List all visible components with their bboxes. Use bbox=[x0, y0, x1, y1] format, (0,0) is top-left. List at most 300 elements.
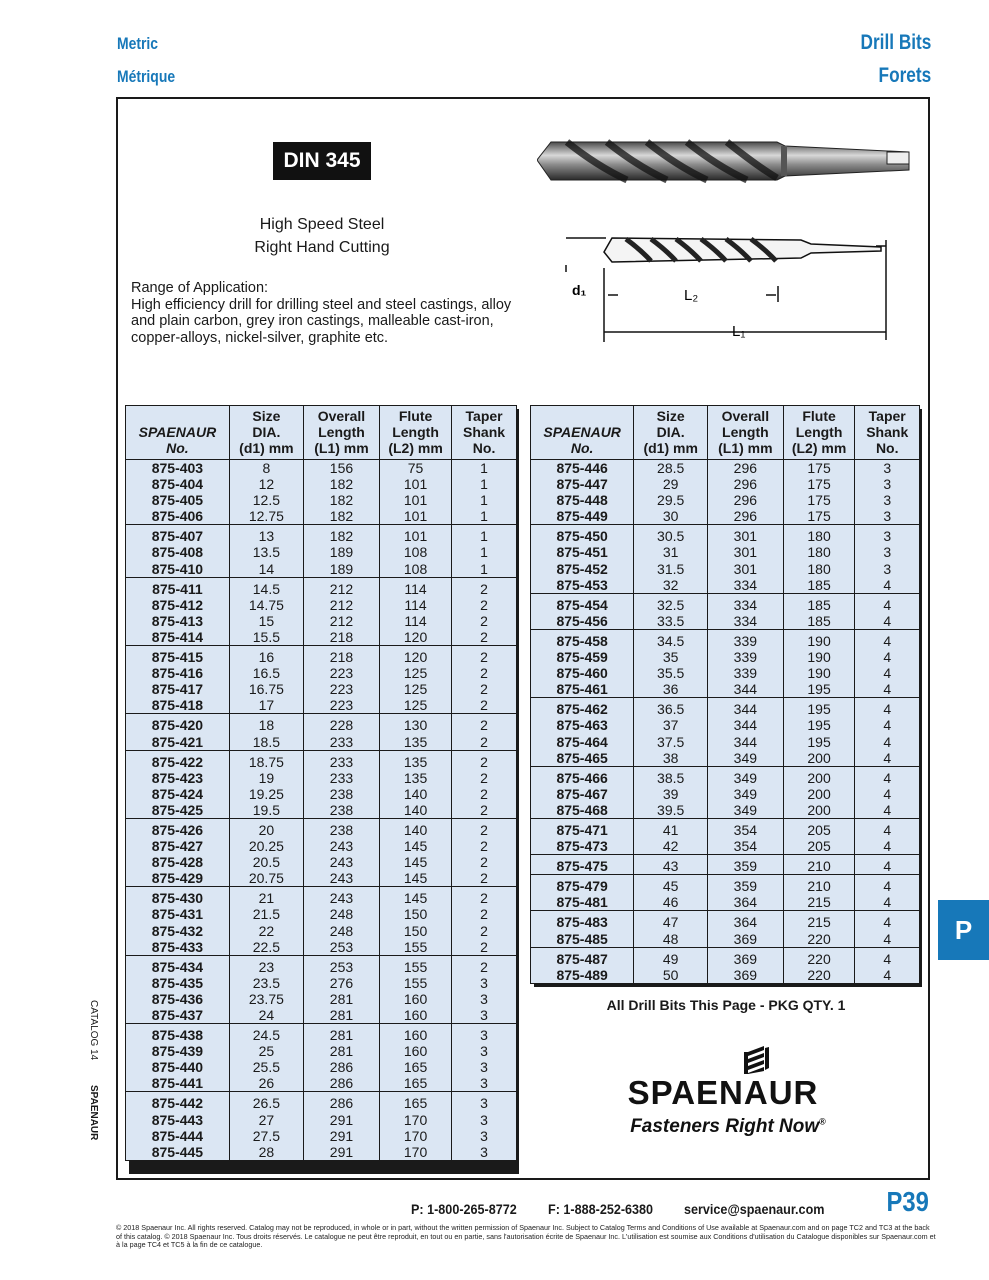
table-row bbox=[531, 818, 919, 838]
table-row bbox=[126, 492, 516, 508]
cell-spaenaur-no: 875-451 bbox=[531, 544, 634, 560]
cell-flute-length: 120 bbox=[379, 646, 451, 666]
table-row bbox=[126, 838, 516, 854]
cell-size-dia: 23.5 bbox=[229, 975, 303, 991]
cell-flute-length: 205 bbox=[783, 818, 855, 838]
cell-flute-length: 175 bbox=[783, 460, 855, 477]
cell-spaenaur-no: 875-436 bbox=[126, 991, 229, 1007]
cell-overall-length: 218 bbox=[303, 629, 379, 646]
cell-flute-length: 180 bbox=[783, 544, 855, 560]
cell-taper-shank: 3 bbox=[480, 990, 488, 1007]
cell-taper-shank: 2 bbox=[480, 906, 488, 923]
cell-taper-shank: 3 bbox=[452, 1075, 516, 1092]
table-row bbox=[126, 597, 516, 613]
cell-overall-length: 243 bbox=[303, 870, 379, 887]
cell-flute-length: 135 bbox=[379, 734, 451, 751]
cell-flute-length: 180 bbox=[783, 525, 855, 545]
cell-size-dia: 48 bbox=[634, 931, 708, 948]
cell-overall-length: 238 bbox=[303, 802, 379, 819]
cell-overall-length: 301 bbox=[708, 525, 784, 545]
din-standard-badge: DIN 345 bbox=[273, 142, 371, 180]
cell-taper-shank: 4 bbox=[855, 613, 919, 630]
table-row bbox=[531, 665, 919, 681]
cell-overall-length: 281 bbox=[303, 1024, 379, 1044]
cell-overall-length: 291 bbox=[303, 1128, 379, 1144]
cell-spaenaur-no: 875-462 bbox=[531, 698, 634, 718]
right-spec-table bbox=[530, 405, 920, 984]
cell-size-dia: 16.5 bbox=[229, 665, 303, 681]
cell-flute-length: 175 bbox=[783, 508, 855, 525]
cell-spaenaur-no: 875-417 bbox=[126, 681, 229, 697]
cell-overall-length: 344 bbox=[708, 717, 784, 733]
cell-size-dia: 14 bbox=[229, 561, 303, 578]
legal-notice: © 2018 Spaenaur Inc. All rights reserved. Catalog may not be reproduced, in whole or in part, without the written permission of Spaenaur Inc. Subject to Catalog Terms and Conditions of Use available at Spaenaur.com and on page TC2 and TC3 at the back of this catalog. © 2018 Spaenaur Inc. Tous droits réservés. Le catalogue ne peut être reproduit, en tout ou en partie, sans l'autorisation écrite de Spaenaur Inc. L'utilisation est soumise aux Conditions d'utilisation du Catalogue disponibles sur Spaenaur.com et à la page TC4 et TC5 à la fin de ce catalogue. bbox=[116, 1223, 936, 1250]
cell-flute-length: 101 bbox=[379, 476, 451, 492]
cell-overall-length: 369 bbox=[708, 931, 784, 948]
cell-spaenaur-no: 875-444 bbox=[126, 1128, 229, 1144]
cell-size-dia: 35.5 bbox=[634, 665, 708, 681]
cell-overall-length: 369 bbox=[708, 967, 784, 983]
table-row bbox=[126, 476, 516, 492]
cell-size-dia: 41 bbox=[634, 818, 708, 838]
cell-flute-length: 135 bbox=[379, 750, 451, 770]
cell-spaenaur-no: 875-483 bbox=[531, 911, 634, 931]
cell-overall-length: 182 bbox=[303, 492, 379, 508]
cell-taper-shank: 4 bbox=[855, 750, 919, 767]
cell-flute-length: 185 bbox=[783, 577, 855, 594]
cell-size-dia: 30 bbox=[634, 508, 708, 525]
spaenaur-logo-wordmark: SPAENAUR bbox=[627, 1074, 819, 1111]
cell-overall-length: 189 bbox=[303, 561, 379, 578]
cell-overall-length: 354 bbox=[708, 838, 784, 855]
cell-size-dia: 21.5 bbox=[229, 906, 303, 922]
cell-spaenaur-no: 875-407 bbox=[126, 525, 229, 545]
cell-flute-length: 145 bbox=[379, 854, 451, 870]
cell-spaenaur-no: 875-423 bbox=[126, 770, 229, 786]
cell-flute-length: 215 bbox=[783, 911, 855, 931]
table-row bbox=[126, 681, 516, 697]
col-header-size: Size DIA. (d1) mm bbox=[634, 406, 708, 460]
cell-overall-length: 223 bbox=[303, 665, 379, 681]
cell-size-dia: 42 bbox=[634, 838, 708, 855]
cell-flute-length: 185 bbox=[783, 613, 855, 630]
cell-size-dia: 31.5 bbox=[634, 561, 708, 577]
cell-overall-length: 212 bbox=[303, 577, 379, 597]
cell-size-dia: 28.5 bbox=[634, 460, 708, 477]
cell-taper-shank: 2 bbox=[452, 697, 516, 714]
cell-flute-length: 180 bbox=[783, 561, 855, 577]
cell-taper-shank: 3 bbox=[480, 1059, 488, 1076]
table-row bbox=[126, 1128, 516, 1144]
cell-overall-length: 218 bbox=[303, 646, 379, 666]
table-row bbox=[531, 476, 919, 492]
cell-size-dia: 18.5 bbox=[229, 734, 303, 751]
cell-spaenaur-no: 875-459 bbox=[531, 649, 634, 665]
cell-overall-length: 276 bbox=[303, 975, 379, 991]
section-tab-p[interactable]: P bbox=[938, 900, 989, 960]
header-metric: Metric bbox=[117, 34, 159, 53]
table-row bbox=[126, 629, 516, 646]
cell-taper-shank: 4 bbox=[883, 950, 892, 967]
diagram-l1-label: L₁ bbox=[732, 323, 746, 340]
cell-spaenaur-no: 875-440 bbox=[126, 1059, 229, 1075]
right-table-body bbox=[531, 460, 919, 983]
cell-flute-length: 200 bbox=[783, 766, 855, 786]
cell-size-dia: 16.75 bbox=[229, 681, 303, 697]
cell-flute-length: 215 bbox=[783, 894, 855, 911]
table-row bbox=[126, 734, 516, 751]
cell-spaenaur-no: 875-473 bbox=[531, 838, 634, 855]
application-text: High efficiency drill for drilling steel and steel castings, alloy and plain carbon, grey iron castings, malleable cast-iron, copper-alloys, nickel-silver, graphite etc. bbox=[131, 296, 512, 346]
col-header-size: Size DIA. (d1) mm bbox=[229, 406, 303, 460]
cell-spaenaur-no: 875-431 bbox=[126, 906, 229, 922]
cell-size-dia: 17 bbox=[229, 697, 303, 714]
cell-taper-shank: 3 bbox=[883, 460, 892, 476]
table-row bbox=[126, 508, 516, 525]
cell-overall-length: 253 bbox=[303, 955, 379, 975]
cell-spaenaur-no: 875-435 bbox=[126, 975, 229, 991]
table-row bbox=[126, 939, 516, 956]
cell-taper-shank: 4 bbox=[855, 577, 919, 594]
cell-spaenaur-no: 875-487 bbox=[531, 947, 634, 967]
table-row bbox=[531, 681, 919, 698]
header-metrique: Métrique bbox=[117, 67, 176, 86]
cell-size-dia: 22 bbox=[229, 923, 303, 939]
table-row bbox=[126, 714, 516, 734]
table-row bbox=[531, 947, 919, 967]
left-spec-table bbox=[125, 405, 517, 1161]
cell-flute-length: 220 bbox=[783, 947, 855, 967]
cell-flute-length: 125 bbox=[379, 681, 451, 697]
cell-overall-length: 291 bbox=[303, 1112, 379, 1128]
cell-overall-length: 248 bbox=[303, 906, 379, 922]
cell-flute-length: 200 bbox=[783, 786, 855, 802]
table-row bbox=[531, 802, 919, 819]
cell-overall-length: 301 bbox=[708, 561, 784, 577]
cell-spaenaur-no: 875-485 bbox=[531, 931, 634, 948]
cell-taper-shank: 2 bbox=[480, 580, 488, 597]
cell-size-dia: 37 bbox=[634, 717, 708, 733]
cell-taper-shank: 4 bbox=[883, 966, 892, 983]
cell-size-dia: 25.5 bbox=[229, 1059, 303, 1075]
cell-spaenaur-no: 875-413 bbox=[126, 613, 229, 629]
cell-taper-shank: 4 bbox=[883, 914, 892, 931]
table-row bbox=[126, 1024, 516, 1044]
cell-overall-length: 334 bbox=[708, 613, 784, 630]
cell-taper-shank: 4 bbox=[883, 717, 892, 734]
cell-spaenaur-no: 875-468 bbox=[531, 802, 634, 819]
table-row bbox=[531, 698, 919, 718]
cell-size-dia: 27 bbox=[229, 1112, 303, 1128]
cell-taper-shank: 2 bbox=[480, 681, 488, 698]
footer-phone[interactable]: P: 1-800-265-8772 bbox=[411, 1201, 517, 1217]
cell-flute-length: 101 bbox=[379, 508, 451, 525]
table-row bbox=[126, 544, 516, 560]
cell-spaenaur-no: 875-458 bbox=[531, 629, 634, 649]
cell-taper-shank: 2 bbox=[480, 854, 488, 871]
cell-taper-shank: 1 bbox=[480, 492, 488, 509]
cell-overall-length: 212 bbox=[303, 613, 379, 629]
cell-size-dia: 28 bbox=[229, 1144, 303, 1160]
cell-flute-length: 155 bbox=[379, 975, 451, 991]
col-header-overall-length: Overall Length (L1) mm bbox=[303, 406, 379, 460]
cell-flute-length: 155 bbox=[379, 939, 451, 956]
cell-flute-length: 165 bbox=[379, 1075, 451, 1092]
cell-size-dia: 32.5 bbox=[634, 593, 708, 613]
cell-size-dia: 50 bbox=[634, 967, 708, 983]
cell-flute-length: 160 bbox=[379, 1007, 451, 1024]
cell-overall-length: 223 bbox=[303, 697, 379, 714]
cell-overall-length: 286 bbox=[303, 1092, 379, 1112]
footer-email[interactable]: service@spaenaur.com bbox=[684, 1201, 825, 1217]
cell-flute-length: 185 bbox=[783, 593, 855, 613]
table-row bbox=[531, 931, 919, 948]
cell-taper-shank: 2 bbox=[452, 629, 516, 646]
cell-flute-length: 145 bbox=[379, 870, 451, 887]
cell-spaenaur-no: 875-416 bbox=[126, 665, 229, 681]
cell-spaenaur-no: 875-465 bbox=[531, 750, 634, 767]
cell-flute-length: 75 bbox=[379, 460, 451, 477]
cell-overall-length: 248 bbox=[303, 923, 379, 939]
cell-taper-shank: 2 bbox=[480, 596, 488, 613]
cell-flute-length: 150 bbox=[379, 923, 451, 939]
table-row bbox=[126, 991, 516, 1007]
cell-spaenaur-no: 875-437 bbox=[126, 1007, 229, 1024]
table-row bbox=[126, 955, 516, 975]
cell-flute-length: 170 bbox=[379, 1128, 451, 1144]
cell-overall-length: 281 bbox=[303, 991, 379, 1007]
table-row bbox=[531, 508, 919, 525]
col-header-taper-shank: Taper Shank No. bbox=[855, 406, 919, 460]
table-row bbox=[126, 802, 516, 819]
cell-overall-length: 291 bbox=[303, 1144, 379, 1160]
cell-overall-length: 334 bbox=[708, 577, 784, 594]
cell-size-dia: 8 bbox=[229, 460, 303, 477]
cell-taper-shank: 3 bbox=[883, 492, 892, 509]
cell-size-dia: 22.5 bbox=[229, 939, 303, 956]
drill-bit-photo bbox=[537, 130, 915, 192]
col-header-taper-shank: Taper Shank No. bbox=[452, 406, 516, 460]
cell-size-dia: 33.5 bbox=[634, 613, 708, 630]
cell-flute-length: 175 bbox=[783, 476, 855, 492]
cell-taper-shank: 4 bbox=[855, 894, 919, 911]
cell-overall-length: 182 bbox=[303, 525, 379, 545]
cell-spaenaur-no: 875-434 bbox=[126, 955, 229, 975]
cell-flute-length: 210 bbox=[783, 855, 855, 875]
registered-mark: ® bbox=[819, 1116, 826, 1127]
cell-size-dia: 12.5 bbox=[229, 492, 303, 508]
cell-taper-shank: 1 bbox=[480, 528, 488, 545]
cell-size-dia: 20.25 bbox=[229, 838, 303, 854]
cell-taper-shank: 1 bbox=[480, 544, 488, 561]
cell-taper-shank: 2 bbox=[452, 939, 516, 956]
cell-taper-shank: 2 bbox=[480, 838, 488, 855]
cell-taper-shank: 1 bbox=[452, 561, 516, 578]
cell-flute-length: 170 bbox=[379, 1112, 451, 1128]
header-drill-bits: Drill Bits bbox=[860, 31, 931, 54]
cutting-label: Right Hand Cutting bbox=[254, 239, 390, 256]
cell-spaenaur-no: 875-461 bbox=[531, 681, 634, 698]
cell-flute-length: 120 bbox=[379, 629, 451, 646]
cell-flute-length: 195 bbox=[783, 734, 855, 750]
cell-spaenaur-no: 875-460 bbox=[531, 665, 634, 681]
cell-taper-shank: 2 bbox=[480, 665, 488, 682]
cell-spaenaur-no: 875-456 bbox=[531, 613, 634, 630]
cell-overall-length: 182 bbox=[303, 508, 379, 525]
cell-overall-length: 233 bbox=[303, 770, 379, 786]
cell-taper-shank: 4 bbox=[883, 733, 892, 750]
cell-overall-length: 349 bbox=[708, 766, 784, 786]
cell-flute-length: 195 bbox=[783, 698, 855, 718]
cell-flute-length: 190 bbox=[783, 629, 855, 649]
table-row bbox=[126, 818, 516, 838]
cell-spaenaur-no: 875-442 bbox=[126, 1092, 229, 1112]
table-row bbox=[126, 697, 516, 714]
cell-size-dia: 15.5 bbox=[229, 629, 303, 646]
cell-flute-length: 114 bbox=[379, 597, 451, 613]
table-row bbox=[126, 1075, 516, 1092]
cell-size-dia: 34.5 bbox=[634, 629, 708, 649]
cell-flute-length: 195 bbox=[783, 717, 855, 733]
cell-size-dia: 35 bbox=[634, 649, 708, 665]
cell-spaenaur-no: 875-471 bbox=[531, 818, 634, 838]
cell-taper-shank: 2 bbox=[480, 890, 488, 907]
cell-size-dia: 19.25 bbox=[229, 786, 303, 802]
cell-size-dia: 32 bbox=[634, 577, 708, 594]
cell-spaenaur-no: 875-420 bbox=[126, 714, 229, 734]
table-row bbox=[531, 911, 919, 931]
cell-overall-length: 243 bbox=[303, 854, 379, 870]
cell-spaenaur-no: 875-453 bbox=[531, 577, 634, 594]
cell-taper-shank: 2 bbox=[452, 734, 516, 751]
cell-size-dia: 21 bbox=[229, 887, 303, 907]
cell-taper-shank: 3 bbox=[452, 1007, 516, 1024]
cell-flute-length: 170 bbox=[379, 1144, 451, 1160]
cell-spaenaur-no: 875-408 bbox=[126, 544, 229, 560]
cell-flute-length: 195 bbox=[783, 681, 855, 698]
cell-overall-length: 286 bbox=[303, 1075, 379, 1092]
cell-spaenaur-no: 875-429 bbox=[126, 870, 229, 887]
cell-size-dia: 39 bbox=[634, 786, 708, 802]
cell-taper-shank: 4 bbox=[883, 596, 892, 613]
cell-size-dia: 16 bbox=[229, 646, 303, 666]
cell-size-dia: 38 bbox=[634, 750, 708, 767]
cell-overall-length: 212 bbox=[303, 597, 379, 613]
cell-spaenaur-no: 875-438 bbox=[126, 1024, 229, 1044]
cell-taper-shank: 2 bbox=[480, 612, 488, 629]
cell-overall-length: 189 bbox=[303, 544, 379, 560]
cell-flute-length: 140 bbox=[379, 818, 451, 838]
cell-size-dia: 26 bbox=[229, 1075, 303, 1092]
diagram-l2-label: L₂ bbox=[684, 287, 699, 304]
cell-size-dia: 37.5 bbox=[634, 734, 708, 750]
cell-spaenaur-no: 875-425 bbox=[126, 802, 229, 819]
cell-taper-shank: 3 bbox=[480, 1095, 488, 1112]
cell-size-dia: 20 bbox=[229, 818, 303, 838]
cell-spaenaur-no: 875-433 bbox=[126, 939, 229, 956]
cell-overall-length: 344 bbox=[708, 734, 784, 750]
cell-spaenaur-no: 875-410 bbox=[126, 561, 229, 578]
cell-spaenaur-no: 875-404 bbox=[126, 476, 229, 492]
cell-spaenaur-no: 875-467 bbox=[531, 786, 634, 802]
table-row bbox=[531, 734, 919, 750]
pkg-qty-note: All Drill Bits This Page - PKG QTY. 1 bbox=[606, 997, 846, 1013]
cell-overall-length: 156 bbox=[303, 460, 379, 477]
diagram-d1-label: d₁ bbox=[572, 282, 587, 298]
table-row bbox=[531, 613, 919, 630]
right-table-header bbox=[531, 406, 919, 460]
cell-overall-length: 349 bbox=[708, 786, 784, 802]
cell-taper-shank: 4 bbox=[855, 802, 919, 819]
cell-flute-length: 140 bbox=[379, 802, 451, 819]
cell-size-dia: 31 bbox=[634, 544, 708, 560]
cell-flute-length: 165 bbox=[379, 1092, 451, 1112]
table-row bbox=[531, 629, 919, 649]
cell-overall-length: 301 bbox=[708, 544, 784, 560]
cell-overall-length: 296 bbox=[708, 476, 784, 492]
cell-taper-shank: 3 bbox=[855, 508, 919, 525]
table-row bbox=[126, 1007, 516, 1024]
col-header-spaenaur-no: SPAENAUR No. bbox=[531, 406, 634, 460]
spaenaur-logo-icon bbox=[744, 1046, 770, 1074]
col-header-spaenaur-no: SPAENAUR No. bbox=[126, 406, 229, 460]
cell-overall-length: 339 bbox=[708, 665, 784, 681]
footer-fax: F: 1-888-252-6380 bbox=[548, 1201, 654, 1217]
cell-taper-shank: 4 bbox=[883, 665, 892, 682]
col-header-flute-length: Flute Length (L2) mm bbox=[783, 406, 855, 460]
cell-flute-length: 140 bbox=[379, 786, 451, 802]
cell-size-dia: 19.5 bbox=[229, 802, 303, 819]
cell-taper-shank: 3 bbox=[883, 476, 892, 493]
cell-flute-length: 130 bbox=[379, 714, 451, 734]
cell-size-dia: 27.5 bbox=[229, 1128, 303, 1144]
table-row bbox=[126, 1043, 516, 1059]
cell-spaenaur-no: 875-479 bbox=[531, 875, 634, 895]
cell-size-dia: 23 bbox=[229, 955, 303, 975]
table-row bbox=[531, 649, 919, 665]
cell-flute-length: 101 bbox=[379, 492, 451, 508]
cell-size-dia: 45 bbox=[634, 875, 708, 895]
cell-flute-length: 145 bbox=[379, 838, 451, 854]
brand-vertical-label: SPAENAUR bbox=[88, 1085, 99, 1141]
cell-flute-length: 101 bbox=[379, 525, 451, 545]
cell-spaenaur-no: 875-405 bbox=[126, 492, 229, 508]
table-row bbox=[126, 561, 516, 578]
table-row bbox=[126, 923, 516, 939]
logo-tagline bbox=[606, 1116, 850, 1138]
cell-flute-length: 205 bbox=[783, 838, 855, 855]
table-row bbox=[531, 717, 919, 733]
cell-taper-shank: 2 bbox=[480, 769, 488, 786]
table-row bbox=[126, 525, 516, 545]
cell-flute-length: 210 bbox=[783, 875, 855, 895]
cell-overall-length: 354 bbox=[708, 818, 784, 838]
cell-flute-length: 108 bbox=[379, 561, 451, 578]
col-header-overall-length: Overall Length (L1) mm bbox=[708, 406, 784, 460]
cell-taper-shank: 4 bbox=[855, 838, 919, 855]
cell-spaenaur-no: 875-403 bbox=[126, 460, 229, 477]
cell-spaenaur-no: 875-449 bbox=[531, 508, 634, 525]
cell-size-dia: 15 bbox=[229, 613, 303, 629]
cell-spaenaur-no: 875-430 bbox=[126, 887, 229, 907]
cell-spaenaur-no: 875-446 bbox=[531, 460, 634, 477]
cell-flute-length: 175 bbox=[783, 492, 855, 508]
cell-flute-length: 200 bbox=[783, 750, 855, 767]
cell-size-dia: 46 bbox=[634, 894, 708, 911]
cell-spaenaur-no: 875-450 bbox=[531, 525, 634, 545]
cell-taper-shank: 3 bbox=[480, 1111, 488, 1128]
table-row bbox=[126, 854, 516, 870]
